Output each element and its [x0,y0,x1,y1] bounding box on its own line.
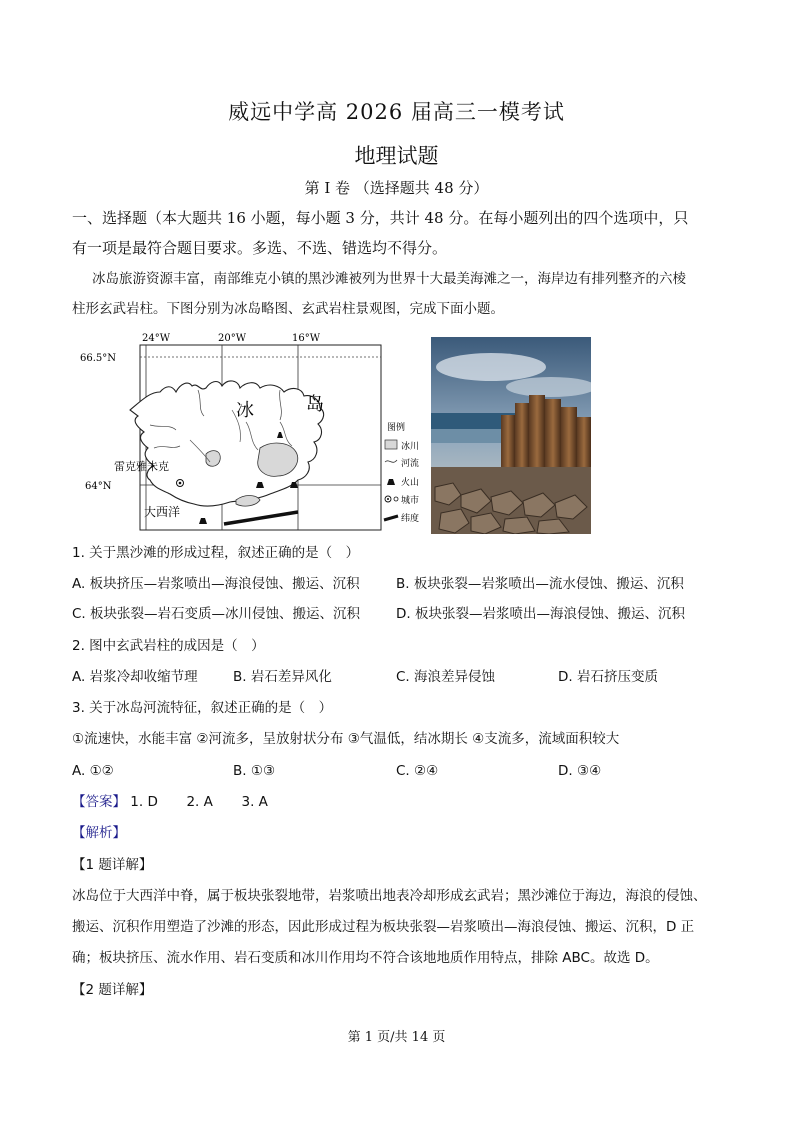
legend-latitude: 纬度 [401,514,420,524]
label-island-dao: 岛 [306,394,324,415]
question-2-option-d: D. 岩石挤压变质 [558,669,658,685]
instructions-line-2: 有一项是最符合题目要求。多选、不选、错选均不得分。 [72,239,448,257]
passage-line-2: 柱形玄武岩柱。下图分别为冰岛略图、玄武岩柱景观图，完成下面小题。 [72,301,504,317]
glacier-west [206,451,220,467]
latitude-bar [224,512,298,524]
label-island-bing: 冰 [236,400,254,421]
volcano-icon [199,518,207,524]
lat-label-66n: 66.5°N [80,353,117,364]
label-reykjavik: 雷克雅未克 [114,460,169,473]
legend-latitude-swatch [384,516,398,520]
question-3-option-b: B. ①③ [233,763,276,779]
question-2-option-c: C. 海浪差异侵蚀 [396,669,496,685]
basalt-column-photo [431,337,591,534]
question-3-stem: 3. 关于冰岛河流特征，叙述正确的是（ ） [72,700,333,716]
analysis-q2-label: 【2 题详解】 [72,982,153,998]
page-footer: 第 1 页/共 14 页 [347,1030,446,1045]
legend-glacier-swatch [385,440,397,449]
question-1-stem: 1. 关于黑沙滩的形成过程，叙述正确的是（ ） [72,545,360,561]
exam-title: 威远中学高 2026 届高三一模考试 [228,100,565,124]
legend-river: 河流 [401,459,420,469]
analysis-q1-label: 【1 题详解】 [72,857,153,873]
label-atlantic: 大西洋 [144,505,181,519]
lon-label-24w: 24°W [142,333,171,344]
legend-volcano: 火山 [401,478,420,488]
question-1-option-b: B. 板块张裂—岩浆喷出—流水侵蚀、搬运、沉积 [396,576,684,592]
glacier-vatnajokull [258,443,298,476]
section-heading: 第 I 卷 （选择题共 48 分） [304,179,489,197]
passage-line-1: 冰岛旅游资源丰富，南部维克小镇的黑沙滩被列为世界十大最美海滩之一，海岸边有排列整齐的六棱 [92,271,686,287]
legend-glacier: 冰川 [401,442,420,452]
analysis-q1-line-1: 冰岛位于大西洋中脊，属于板块张裂地带，岩浆喷出地表冷却形成玄武岩；黑沙滩位于海边，海浪的侵蚀、 [72,888,707,904]
question-1-option-a: A. 板块挤压—岩浆喷出—海浪侵蚀、搬运、沉积 [72,576,360,592]
iceland-map [80,330,432,535]
question-3-option-c: C. ②④ [396,763,439,779]
exam-subject: 地理试题 [354,144,439,168]
question-2-option-a: A. 岩浆冷却收缩节理 [72,669,198,685]
question-3-statements: ①流速快，水能丰富 ②河流多，呈放射状分布 ③气温低，结冰期长 ④支流多，流域面积较大 [72,731,620,747]
answer-item-1: 1. D [130,794,158,810]
question-2-stem: 2. 图中玄武岩柱的成因是（ ） [72,638,265,654]
answer-item-2: 2. A [186,794,213,810]
analysis-q1-line-3: 确；板块挤压、流水作用、岩石变质和冰川作用均不符合该地地质作用特点，排除 ABC。故选 D。 [72,950,659,966]
lon-label-16w: 16°W [292,333,321,344]
question-3-option-d: D. ③④ [558,763,602,779]
answer-item-3: 3. A [241,794,268,810]
lon-label-20w: 20°W [218,333,247,344]
question-3-option-a: A. ①② [72,763,114,779]
legend-city: 城市 [401,496,420,506]
legend-title: 图例 [387,423,406,433]
answer-label: 【答案】 [72,794,126,810]
question-1-option-d: D. 板块张裂—岩浆喷出—海浪侵蚀、搬运、沉积 [396,606,685,622]
analysis-label: 【解析】 [72,825,126,841]
question-1-option-c: C. 板块张裂—岩石变质—冰川侵蚀、搬运、沉积 [72,606,361,622]
legend-volcano-icon [387,479,395,485]
legend-river-swatch [385,460,397,462]
instructions-line-1: 一、选择题（本大题共 16 小题，每小题 3 分，共计 48 分。在每小题列出的四个选项中，只 [72,209,689,227]
question-2-option-b: B. 岩石差异风化 [233,669,332,685]
analysis-q1-line-2: 搬运、沉积作用塑造了沙滩的形态，因此形成过程为板块张裂—岩浆喷出—海浪侵蚀、搬运、沉积，D 正 [72,919,695,935]
answer-row [72,792,727,812]
lat-label-64n: 64°N [85,481,112,492]
